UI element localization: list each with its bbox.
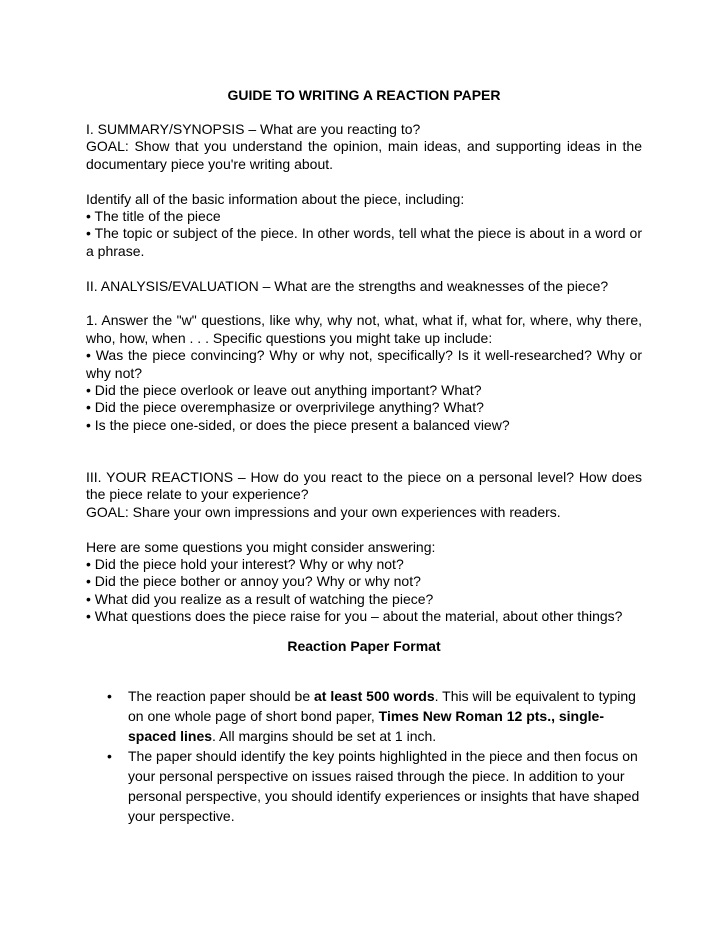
spacer: [86, 260, 642, 277]
format-item-2: • The paper should identify the key points highlighted in the piece and then focus on your personal perspective on issues raised through the piece. In addition to your personal perspective, you should identify experiences or insights that have shaped your perspective.: [107, 748, 640, 824]
document-title: GUIDE TO WRITING A REACTION PAPER: [227, 87, 501, 103]
analysis-item-1: 1. Answer the "w" questions, like why, why not, what, what if, what for, where, why there, who, how, when . . . Specific questions you might take up include:: [86, 312, 642, 346]
emphasis-word-count: at least 500 words: [314, 688, 435, 704]
spacer: [86, 173, 642, 190]
analysis-bullet: • Was the piece convincing? Why or why not, specifically? Is it well-researched? Why or why not?: [86, 347, 642, 381]
reactions-bullet: • Did the piece hold your interest? Why or why not?: [86, 556, 404, 573]
section-reactions-intro: Here are some questions you might consider answering:: [86, 538, 436, 555]
format-title: Reaction Paper Format: [287, 638, 441, 654]
bullet-marker: •: [107, 748, 112, 764]
analysis-bullet: • Did the piece overlook or leave out anything important? What?: [86, 382, 482, 399]
document-body: [86, 121, 642, 626]
format-list: [107, 686, 648, 826]
reactions-bullet: • What questions does the piece raise for you – about the material, about other things?: [86, 608, 623, 625]
analysis-bullet: • Did the piece overemphasize or overprivilege anything? What?: [86, 399, 484, 416]
section-summary-heading: I. SUMMARY/SYNOPSIS – What are you reacting to?: [86, 121, 421, 137]
summary-bullet: • The topic or subject of the piece. In other words, tell what the piece is about in a word or a phrase.: [86, 225, 642, 259]
spacer: [86, 295, 642, 312]
section-reactions-goal: GOAL: Share your own impressions and your own experiences with readers.: [86, 503, 561, 520]
section-summary-goal: GOAL: Show that you understand the opinion, main ideas, and supporting ideas in the documentary piece you're writing about.: [86, 138, 642, 172]
spacer: [86, 521, 642, 538]
format-item-1: • The reaction paper should be at least 500 words. This will be equivalent to typing on one whole page of short bond paper, Times New Roman 12 pts., single-spaced lines. All margins should be set at 1 inch.: [107, 688, 636, 744]
reactions-bullet: • What did you realize as a result of watching the piece?: [86, 590, 434, 607]
spacer: [86, 434, 642, 469]
section-reactions-heading: III. YOUR REACTIONS – How do you react to the piece on a personal level? How does the piece relate to your experience?: [86, 469, 642, 503]
reactions-bullet: • Did the piece bother or annoy you? Why or why not?: [86, 573, 421, 590]
emphasis-font-spec: Times New Roman 12 pts., single-spaced lines: [128, 708, 605, 744]
summary-bullet: • The title of the piece: [86, 208, 221, 225]
bullet-marker: •: [107, 688, 112, 704]
section-summary-intro: Identify all of the basic information about the piece, including:: [86, 190, 465, 207]
analysis-bullet: • Is the piece one-sided, or does the piece present a balanced view?: [86, 416, 510, 433]
section-analysis-heading: II. ANALYSIS/EVALUATION – What are the strengths and weaknesses of the piece?: [86, 277, 609, 294]
